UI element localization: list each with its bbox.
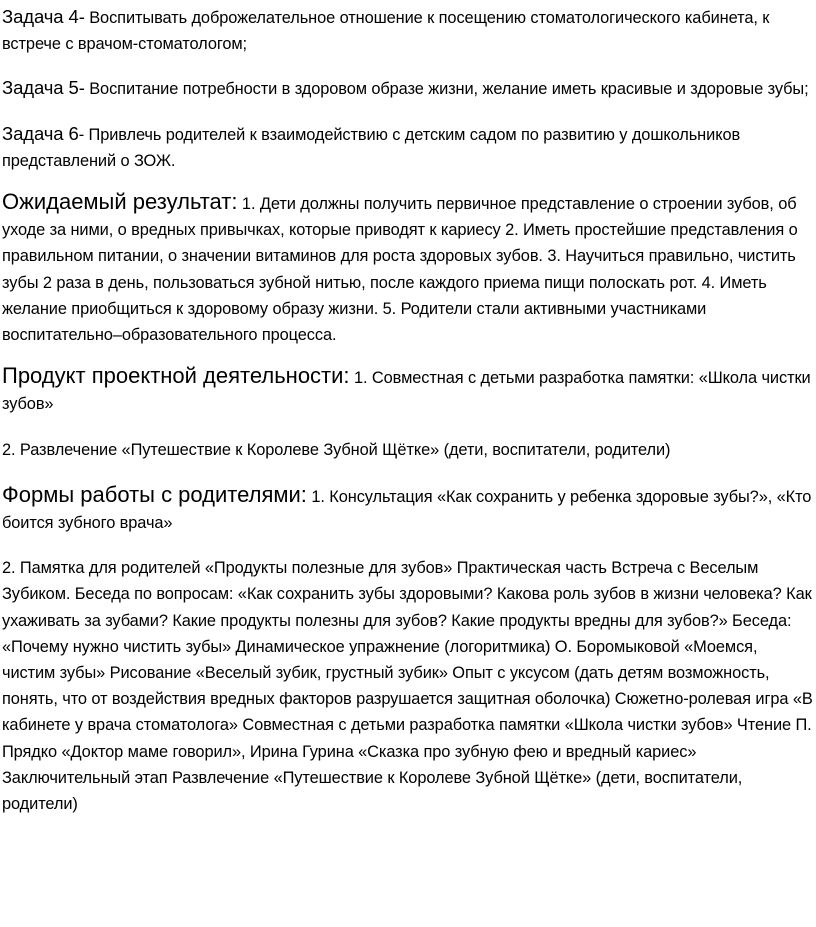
- product-heading: Продукт проектной деятельности:: [2, 363, 350, 389]
- parents-paragraph: [2, 482, 813, 536]
- product-paragraph: [2, 363, 813, 417]
- task-5-paragraph: [2, 75, 813, 102]
- expected-result-paragraph: [2, 189, 813, 348]
- task-4-heading: Задача 4-: [2, 6, 85, 27]
- task-5-text: Воспитание потребности в здоровом образе жизни, желание иметь красивые и здоровые зубы;: [84, 80, 809, 99]
- product-text: 1. Совместная с детьми разработка памятки: «Школа чистки зубов»: [2, 369, 811, 414]
- task-4-paragraph: [2, 4, 813, 57]
- task-6-heading: Задача 6: [2, 122, 79, 144]
- expected-result-heading: Ожидаемый результат:: [2, 189, 238, 215]
- parents-item-2: 2. Памятка для родителей «Продукты полезные для зубов» Практическая часть Встреча с Веселым Зубиком. Беседа по вопросам: «Как сохранить зубы здоровыми? Какова роль зубов в жизни человека? Как ухаживать за зубами? Какие продукты полезны для зубов? Какие продукты вредны для зубов?» Беседа: «Почему нужно чистить зубы» Динамическое упражнение (логоритмика) О. Боромыковой «Моемся, чистим зубы» Рисование «Веселый зубик, грустный зубик» Опыт с уксусом (дать детям возможность, понять, что от воздействия вредных факторов разрушается защитная оболочка) Сюжетно-ролевая игра «В кабинете у врача стоматолога» Совместная с детьми разработка памятки «Школа чистки зубов» Чтение П. Прядко «Доктор маме говорил», Ирина Гурина «Сказка про зубную фею и вредный кариес» Заключительный этап Развлечение «Путешествие к Королеве Зубной Щётке» (дети, воспитатели, родители): [2, 559, 813, 814]
- task-6-text: - Привлечь родителей к взаимодействию с детским садом по развитию у дошкольников представлений о ЗОЖ.: [2, 125, 741, 170]
- product-item-2: 2. Развлечение «Путешествие к Королеве Зубной Щётке» (дети, воспитатели, родители): [2, 440, 671, 459]
- parents-heading: Формы работы с родителями:: [2, 481, 307, 507]
- task-5-heading: Задача 5-: [2, 77, 85, 99]
- task-6-paragraph: [2, 121, 813, 174]
- task-4-text: Воспитывать доброжелательное отношение к посещению стоматологического кабинета, к встрече с врачом-стоматологом;: [2, 9, 770, 54]
- expected-result-text: 1. Дети должны получить первичное представление о строении зубов, об уходе за ними, о вредных привычках, которые приводят к кариесу 2. Иметь простейшие представления о правильном питании, о значении витаминов для роста здоровых зубов. 3. Научиться правильно, чистить зубы 2 раза в день, пользоваться зубной нитью, после каждого приема пищи полоскать рот. 4. Иметь желание приобщиться к здоровому образу жизни. 5. Родители стали активными участниками воспитательно–образовательного процесса.: [2, 195, 798, 345]
- parents-text: 1. Консультация «Как сохранить у ребенка здоровые зубы?», «Кто боится зубного врача»: [2, 487, 812, 533]
